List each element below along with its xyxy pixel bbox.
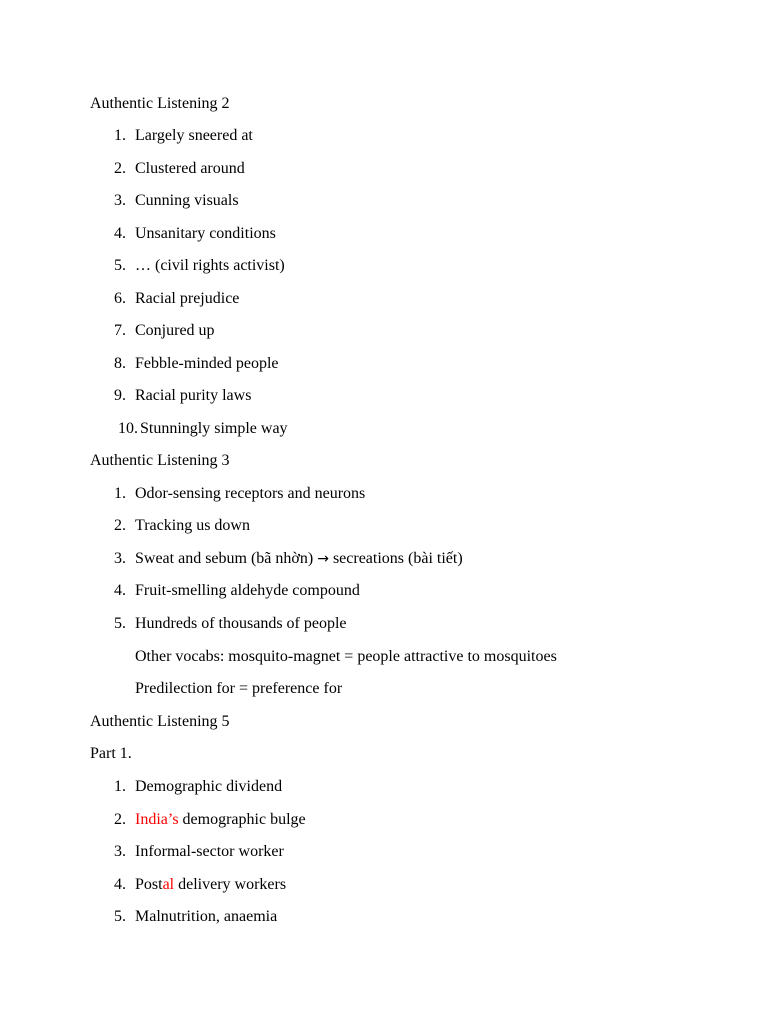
list-item — [90, 191, 690, 211]
list-text: Clustered around — [135, 160, 245, 177]
list-text — [135, 875, 286, 895]
vocab-note: Other vocabs: mosquito-magnet = people attractive to mosquitoes — [135, 648, 557, 665]
list-text-part: delivery workers — [174, 876, 287, 893]
list-text: Unsanitary conditions — [135, 225, 276, 242]
list-number: 6. — [114, 290, 126, 307]
list-number: 2. — [114, 160, 126, 177]
list-text: Informal-sector worker — [135, 843, 284, 860]
list-number: 3. — [114, 550, 126, 567]
list-number: 5. — [114, 257, 126, 274]
list-item — [90, 354, 690, 374]
list-number: 1. — [114, 485, 126, 502]
list-item — [90, 386, 690, 406]
list-item — [90, 224, 690, 244]
part-heading: Part 1. — [90, 745, 132, 762]
list-number: 5. — [114, 908, 126, 925]
list-number: 8. — [114, 355, 126, 372]
list-text: Demographic dividend — [135, 778, 283, 795]
list-number: 1. — [114, 127, 126, 144]
list-number: 4. — [114, 582, 126, 599]
list-number: 4. — [114, 876, 126, 893]
list-text: Racial purity laws — [135, 387, 252, 404]
highlighted-text: al — [162, 876, 175, 893]
list-number: 9. — [114, 387, 126, 404]
list-text: Racial prejudice — [135, 290, 240, 307]
list-text-part: secreations (bài tiết) — [328, 550, 463, 567]
list-text-part: Sweat and sebum (bã nhờn) — [135, 550, 318, 567]
list-item — [90, 159, 690, 179]
list-item — [90, 875, 690, 895]
section-heading: Authentic Listening 5 — [90, 713, 230, 730]
list-text: Tracking us down — [135, 517, 250, 534]
list-item — [90, 126, 690, 146]
list-number: 3. — [114, 192, 126, 209]
list-item — [90, 516, 690, 536]
list-item — [90, 581, 690, 601]
list-text-part: demographic bulge — [178, 811, 306, 828]
vocab-note: Predilection for = preference for — [135, 680, 343, 697]
list-item — [90, 256, 690, 276]
list-number: 4. — [114, 225, 126, 242]
list-item — [90, 777, 690, 797]
list-item — [90, 810, 690, 830]
arrow-right-icon: → — [317, 551, 329, 567]
list-item — [90, 321, 690, 341]
list-number: 7. — [114, 322, 126, 339]
list-text-part: Post — [135, 876, 163, 893]
list-text: Odor-sensing receptors and neurons — [135, 485, 366, 502]
section-heading: Authentic Listening 2 — [90, 95, 230, 112]
list-text: Stunningly simple way — [140, 420, 288, 437]
list-text: Cunning visuals — [135, 192, 239, 209]
list-item — [90, 289, 690, 309]
list-number: 2. — [114, 811, 126, 828]
list-text: … (civil rights activist) — [135, 257, 285, 274]
list-text: Conjured up — [135, 322, 215, 339]
list-item — [90, 907, 690, 927]
section-heading: Authentic Listening 3 — [90, 452, 230, 469]
list-item — [90, 614, 690, 634]
list-text: Fruit-smelling aldehyde compound — [135, 582, 360, 599]
list-item — [90, 842, 690, 862]
list-number: 3. — [114, 843, 126, 860]
list-number: 2. — [114, 517, 126, 534]
list-text — [135, 810, 306, 830]
highlighted-text: India’s — [135, 811, 179, 828]
list-number: 5. — [114, 615, 126, 632]
list-item — [90, 419, 690, 439]
list-text: Febble-minded people — [135, 355, 279, 372]
list-item — [90, 484, 690, 504]
list-number: 10. — [118, 420, 138, 437]
list-text: Largely sneered at — [135, 127, 253, 144]
list-text — [135, 549, 463, 569]
list-text: Malnutrition, anaemia — [135, 908, 278, 925]
list-number: 1. — [114, 778, 126, 795]
list-text: Hundreds of thousands of people — [135, 615, 347, 632]
list-item — [90, 549, 690, 569]
